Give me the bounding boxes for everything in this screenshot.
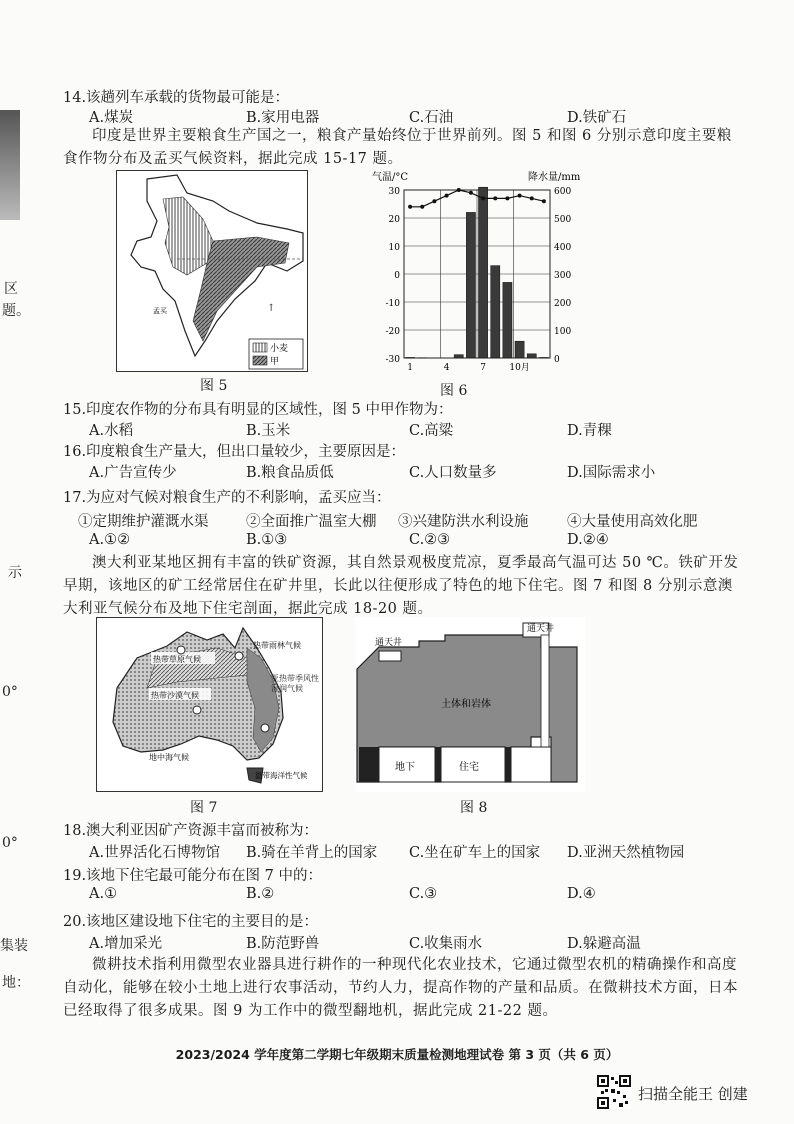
- label-oceanic: 温带海洋性气候: [255, 771, 308, 780]
- q17-option-c[interactable]: C.②③: [409, 532, 451, 548]
- right-tick-label: 300: [554, 271, 572, 281]
- figure-6-climate-chart: [370, 168, 580, 383]
- q14-option-a[interactable]: A.煤炭: [89, 110, 134, 126]
- figure-8-underground-house: [355, 617, 585, 792]
- temperature-point: [505, 196, 509, 200]
- label-house: 住宅: [459, 762, 479, 773]
- legend-crop-jia: 甲: [270, 357, 280, 367]
- left-tick-label: 20: [388, 215, 400, 225]
- question-16-stem: 16.印度粮食生产量大，但出口量较少，主要原因是：: [63, 444, 406, 460]
- q15-option-d[interactable]: D.青稞: [567, 423, 612, 439]
- intro-paragraph-15-17: 印度是世界主要粮食生产国之一，粮食产量始终位于世界前列。图 5 和图 6 分别示意印度主要粮食作物分布及孟买气候资料，据此完成 15-17 题。: [63, 128, 732, 167]
- question-20-stem: 20.该地区建设地下住宅的主要目的是：: [63, 914, 319, 930]
- question-19-stem: 19.该地下住宅最可能分布在图 7 中的：: [63, 868, 323, 884]
- margin-text: 0°: [2, 835, 18, 851]
- left-tick-label: -10: [385, 299, 400, 309]
- x-tick-label: 1: [407, 363, 413, 373]
- margin-text: 0°: [2, 684, 18, 700]
- q17-item-3: ③兴建防洪水利设施: [398, 514, 529, 530]
- q17-option-d[interactable]: D.②④: [567, 532, 609, 548]
- margin-text: 集装: [0, 938, 28, 954]
- precip-bar: [479, 187, 488, 358]
- figure-5-india-map: [116, 170, 308, 372]
- q19-option-c[interactable]: C.③: [409, 886, 438, 902]
- question-15-stem: 15.印度农作物的分布具有明显的区域性，图 5 中甲作物为：: [63, 402, 453, 418]
- precip-bar: [454, 355, 463, 358]
- margin-text: 示: [8, 565, 22, 581]
- scan-edge-shadow: [0, 110, 20, 220]
- x-tick-label: 4: [443, 363, 450, 373]
- label-underground: 地下: [395, 762, 415, 773]
- temperature-point: [408, 205, 412, 209]
- q15-option-c[interactable]: C.高粱: [409, 423, 454, 439]
- scanner-watermark: 扫描全能王 创建: [638, 1085, 748, 1103]
- q17-option-a[interactable]: A.①②: [89, 532, 131, 548]
- x-tick-label: 7: [480, 363, 486, 373]
- x-tick-label: 10月: [509, 363, 530, 373]
- q17-option-b[interactable]: B.①③: [246, 532, 288, 548]
- figure-6-caption: 图 6: [440, 383, 468, 399]
- page-footer: 2023/2024 学年度第二学期七年级期末质量检测地理试卷 第 3 页（共 6 页）: [175, 1047, 619, 1062]
- q14-option-c[interactable]: C.石油: [409, 110, 454, 126]
- label-skylight-right: 通天井: [527, 624, 555, 634]
- label-savanna: 热带草原气候: [153, 655, 201, 664]
- left-tick-label: 0: [394, 271, 400, 281]
- precip-bar: [539, 357, 548, 358]
- label-mediterranean: 地中海气候: [149, 753, 189, 762]
- left-tick-label: 30: [388, 187, 400, 197]
- q20-option-b[interactable]: B.防范野兽: [246, 936, 320, 952]
- right-tick-label: 400: [554, 243, 572, 253]
- right-tick-label: 200: [554, 299, 572, 309]
- figure-5-caption: 图 5: [200, 378, 228, 394]
- intro-paragraph-18-20: 澳大利亚某地区拥有丰富的铁矿资源，其自然景观极度荒凉，夏季最高气温可达 50 ℃。铁矿开发早期，该地区的矿工经常居住在矿井里，长此以往便形成了特色的地下住宅。图 7 和图 8 分别示意澳大利亚气候分布及地下住宅剖面，据此完成 18-20 题。: [63, 555, 739, 617]
- q20-option-c[interactable]: C.收集雨水: [409, 936, 483, 952]
- label-skylight-left: 通天井: [375, 638, 403, 648]
- q14-option-b[interactable]: B.家用电器: [246, 110, 320, 126]
- q16-option-d[interactable]: D.国际需求小: [567, 465, 656, 481]
- left-tick-label: 10: [388, 243, 400, 253]
- temperature-point: [457, 188, 461, 192]
- label-subtropical-monsoon: 亚热带季风性湿润气候: [271, 674, 319, 693]
- label-rainforest: 热带雨林气候: [253, 641, 301, 650]
- right-tick-label: 100: [554, 327, 572, 337]
- temperature-point: [469, 191, 473, 195]
- precip-bar: [491, 266, 500, 358]
- intro-paragraph-21-22: 微耕技术指利用微型农业器具进行耕作的一种现代化农业技术，它通过微型农机的精确操作和高度自动化，能够在较小土地上进行农事活动，节约人力，提高作物的产量和品质。在微耕技术方面，日本已经取得了很多成果。图 9 为工作中的微型翻地机，据此完成 21-22 题。: [63, 957, 738, 1019]
- q17-item-4: ④大量使用高效化肥: [567, 514, 698, 530]
- temperature-point: [420, 205, 424, 209]
- margin-text: 区: [4, 281, 18, 297]
- question-18-stem: 18.澳大利亚因矿产资源丰富而被称为：: [63, 823, 319, 839]
- q16-option-b[interactable]: B.粮食品质低: [246, 465, 334, 481]
- label-mumbai: 孟买: [153, 307, 167, 315]
- label-desert: 热带沙漠气候: [151, 691, 199, 700]
- q18-option-b[interactable]: B.骑在羊背上的国家: [246, 845, 378, 861]
- temperature-point: [542, 199, 546, 203]
- question-17-stem: 17.为应对气候对粮食生产的不利影响，孟买应当：: [63, 490, 391, 506]
- svg-text:↑: ↑: [267, 303, 276, 314]
- q18-option-d[interactable]: D.亚洲天然植物园: [567, 845, 685, 861]
- q16-option-c[interactable]: C.人口数量多: [409, 465, 497, 481]
- question-14-stem: 14.该趟列车承载的货物最可能是：: [63, 90, 290, 106]
- right-tick-label: 0: [554, 355, 560, 365]
- precip-bar: [527, 354, 536, 358]
- left-axis-title: 气温/°C: [372, 172, 409, 183]
- climate-svg: [370, 168, 580, 383]
- legend-wheat: 小麦: [270, 344, 289, 354]
- q15-option-a[interactable]: A.水稻: [89, 423, 134, 439]
- q15-option-b[interactable]: B.玉米: [246, 423, 291, 439]
- right-axis-title: 降水量/mm: [528, 172, 580, 183]
- precip-bar: [406, 357, 415, 358]
- q17-item-1: ①定期维护灌溉水渠: [78, 514, 209, 530]
- right-tick-label: 500: [554, 215, 572, 225]
- precip-bar: [503, 282, 512, 358]
- right-tick-label: 600: [554, 187, 572, 197]
- margin-text: 地：: [2, 975, 30, 991]
- q14-option-d[interactable]: D.铁矿石: [567, 110, 627, 126]
- figure-7-australia-map: [96, 617, 323, 792]
- qr-code-icon: [597, 1075, 631, 1113]
- q16-option-a[interactable]: A.广告宣传少: [89, 465, 177, 481]
- label-soil-rock: 土体和岩体: [441, 699, 491, 710]
- q18-option-a[interactable]: A.世界活化石博物馆: [89, 845, 221, 861]
- temperature-point: [432, 199, 436, 203]
- q19-option-b[interactable]: B.②: [246, 886, 275, 902]
- margin-text: 题。: [2, 303, 30, 319]
- q20-option-d[interactable]: D.躲避高温: [567, 936, 641, 952]
- figure-8-caption: 图 8: [460, 800, 488, 816]
- precip-bar: [515, 341, 524, 358]
- temperature-point: [445, 194, 449, 198]
- q18-option-c[interactable]: C.坐在矿车上的国家: [409, 845, 541, 861]
- q19-option-d[interactable]: D.④: [567, 886, 596, 902]
- left-tick-label: -30: [385, 355, 400, 365]
- temperature-point: [530, 196, 534, 200]
- precip-bar: [466, 212, 475, 358]
- q19-option-a[interactable]: A.①: [89, 886, 118, 902]
- q20-option-a[interactable]: A.增加采光: [89, 936, 163, 952]
- temperature-point: [493, 196, 497, 200]
- temperature-point: [481, 196, 485, 200]
- q17-item-2: ②全面推广温室大棚: [246, 514, 377, 530]
- figure-7-caption: 图 7: [190, 800, 218, 816]
- temperature-point: [518, 194, 522, 198]
- left-tick-label: -20: [385, 327, 400, 337]
